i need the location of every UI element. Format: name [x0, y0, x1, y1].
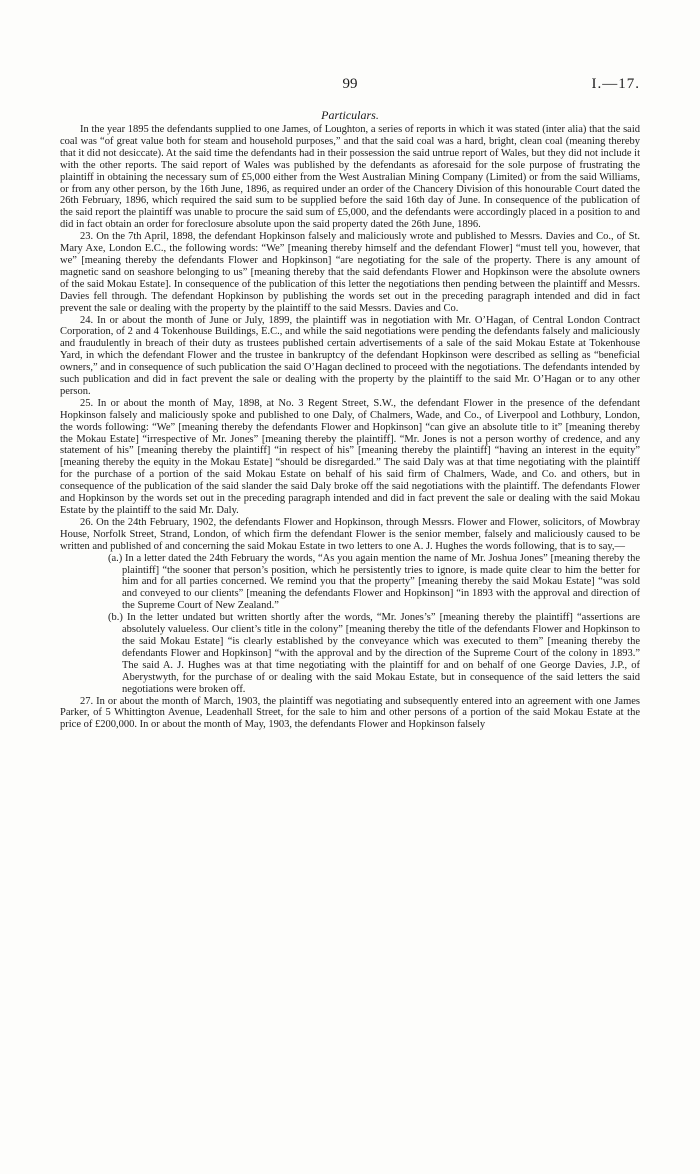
- paragraph-23: 23. On the 7th April, 1898, the defendant Hopkinson falsely and maliciously wrote and published to Messrs. Davies and Co., of St. Mary Axe, London E.C., the following words: “We” [meaning thereby himself and the defendant Flower] “must tell you, however, that we” [meaning thereby the defendants Flower and Hopkinson] “are negotiating for the sale of the property. There is any amount of magnetic sand on seashore belonging to us” [meaning thereby that the said defendants Flower and Hopkinson were the absolute owners of the said Mokau Estate]. In consequence of the publication of this letter the negotiations then pending between the plaintiff and Messrs. Davies fell through. The defendant Hopkinson by publishing the words set out in the preceding paragraph intended and did in fact prevent the sale or dealing with the property by the plaintiff to the said Messrs. Davies and Co.: [60, 231, 640, 314]
- paragraph-27: 27. In or about the month of March, 1903, the plaintiff was negotiating and subsequently entered into an agreement with one James Parker, of 5 Whittington Avenue, Leadenhall Street, for the sale to him and other persons of a portion of the said Mokau Estate at the price of £200,000. In or about the month of May, 1903, the defendants Flower and Hopkinson falsely: [60, 695, 640, 731]
- page-header: [60, 76, 640, 100]
- section-title: Particulars.: [321, 108, 379, 122]
- paragraph-24: 24. In or about the month of June or July, 1899, the plaintiff was in negotiation with Mr. O’Hagan, of Central London Contract Corporation, of 2 and 4 Tokenhouse Buildings, E.C., and while the said negotiations were pending the defendants falsely and maliciously and fraudulently in breach of their duty as trustees published certain advertisements of a sale of the said Mokau Estate at Tokenhouse Yard, in which the defendant Flower and the trustee in bankruptcy of the defendant Hopkinson were described as selling as “beneficial owners,” and in consequence of such publication the said O’Hagan declined to proceed with the negotiations. The defendants intended by such publication and did in fact prevent the sale or dealing with the property by the plaintiff to the said Mr. O’Hagan or to any other person.: [60, 314, 640, 397]
- document-reference: I.—17.: [591, 76, 640, 92]
- paragraph-26: 26. On the 24th February, 1902, the defendants Flower and Hopkinson, through Messrs. Flower and Flower, solicitors, of Mowbray House, Norfolk Street, Strand, London, of which firm the defendant Flower is the senior member, falsely and maliciously caused to be written and published of and concerning the said Mokau Estate in two letters to one A. J. Hughes the words following, that is to say,—: [60, 516, 640, 552]
- document-body: [60, 124, 640, 731]
- paragraph-22-continued: In the year 1895 the defendants supplied to one James, of Loughton, a series of reports in which it was stated (inter alia) that the said coal was “of great value both for steam and household purposes,” and that the said coal was a hard, bright, clean coal (meaning thereby that it did not desiccate). At the said time the defendants had in their possession the said untrue report of Wales, but they did not include it with the other reports. The said report of Wales was published by the defendants as aforesaid for the sole purpose of frustrating the plaintiff in obtaining the necessary sum of £5,000 either from the West Australian Mining Company (Limited) or from the said Williams, or from any other person, by the 16th June, 1896, as required under an order of the Chancery Division of this honourable Court dated the 26th February, 1896, which required the said sum to be supplied before the said 16th day of June. In consequence of the publication of the said report the plaintiff was unable to procure the said sum of £5,000, and the defendants were accordingly placed in a position to and did in fact obtain an order for foreclosure absolute upon the said property dated the 26th June, 1896.: [60, 124, 640, 231]
- list-item-a: (a.) In a letter dated the 24th February the words, “As you again mention the name of Mr. Joshua Jones” [meaning thereby the plaintiff] “the sooner that person’s position, which he persistently tries to ignore, is made quite clear to him the better for him and for all parties concerned. We remind you that the property” [meaning thereby the said Mokau Estate] “was sold and conveyed to our clients” [meaning the defendants Flower and Hopkinson] “in 1893 with the approval and direction of the Supreme Court of New Zealand.”: [108, 552, 640, 612]
- list-item-b: (b.) In the letter undated but written shortly after the words, “Mr. Jones’s” [meaning thereby the plaintiff] “assertions are absolutely valueless. Our client’s title in the colony” [meaning thereby the title of the defendants Flower and Hopkinson to the said Mokau Estate] “is clearly established by the conveyance which was executed to them” [meaning thereby the defendants Flower and Hopkinson] “with the approval and by the direction of the Supreme Court of the colony in 1893.” The said A. J. Hughes was at that time negotiating with the plaintiff for and on behalf of one George Davies, J.P., of Aberystwyth, for the purchase of or dealing with the said Mokau Estate, but in consequence of the said letters the said negotiations were broken off.: [108, 612, 640, 695]
- paragraph-25: 25. In or about the month of May, 1898, at No. 3 Regent Street, S.W., the defendant Flower in the presence of the defendant Hopkinson falsely and maliciously spoke and published to one Daly, of Chalmers, Wade, and Co., of Liverpool and Lothbury, London, the words following: “We” [meaning thereby the defendants Flower and Hopkinson] “can give an absolute title to it” [meaning thereby the Mokau Estate] “irrespective of Mr. Jones” [meaning thereby the plaintiff]. “Mr. Jones is not a person worthy of credence, and any statement of his” [meaning thereby the plaintiff] “in respect of his” [meaning thereby the plaintiff] “having an interest in the equity” [meaning thereby the equity in the Mokau Estate] “should be disregarded.” The said Daly was at that time negotiating with the plaintiff for the purchase of a portion of the said Mokau Estate on behalf of his said firm of Chalmers, Wade, and Co. and others, but in consequence of the publication of the said slander the said Daly broke off the said negotiations with the plaintiff. The defendants Flower and Hopkinson by the words set out in the preceding paragraph intended and did in fact prevent the sale or dealing with the said Mokau Estate by the plaintiff to the said Mr. Daly.: [60, 397, 640, 516]
- page-number: 99: [342, 76, 358, 92]
